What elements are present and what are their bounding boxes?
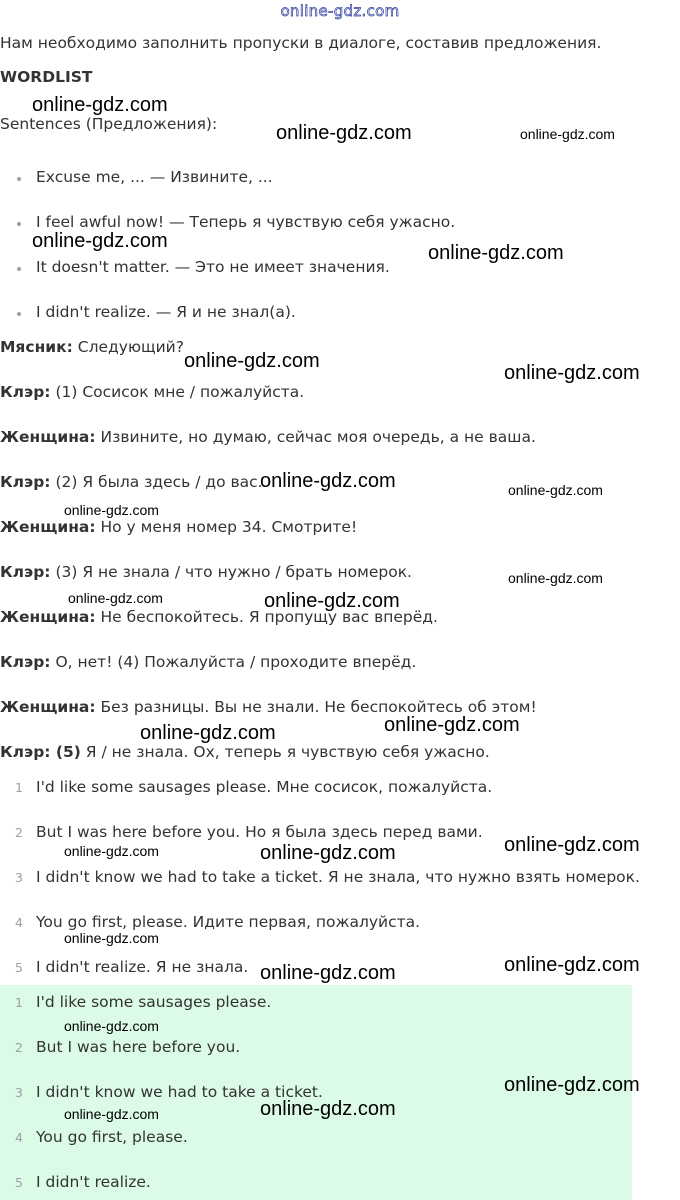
wordlist-item: Excuse me, ... — Извините, ... (0, 168, 660, 194)
watermark: online-gdz.com (504, 834, 640, 856)
answer-item: 1 I'd like some sausages please. (15, 993, 272, 1011)
line-text: (3) Я не знала / что нужно / брать номерок. (50, 563, 412, 581)
intro-text: Нам необходимо заполнить пропуски в диалоге, составив предложения. (0, 34, 602, 52)
watermark: online-gdz.com (384, 714, 520, 736)
item-number: 4 (15, 1130, 23, 1145)
item-number: 3 (15, 870, 23, 885)
speaker: Клэр: (0, 473, 51, 491)
item-number: 5 (15, 960, 23, 975)
speaker: Женщина: (0, 608, 96, 626)
watermark: online-gdz.com (428, 242, 564, 264)
dialogue-line (0, 518, 357, 536)
watermark: online-gdz.com (504, 954, 640, 976)
speaker: Клэр: (5) (0, 743, 81, 761)
bullet-icon (17, 222, 21, 226)
bullet-icon (17, 177, 21, 181)
watermark: online-gdz.com (504, 362, 640, 384)
watermark: online-gdz.com (260, 470, 396, 492)
dialogue-line (0, 743, 490, 761)
watermark: online-gdz.com (504, 1074, 640, 1096)
wordlist-item: It doesn't matter. — Это не имеет значения. (0, 258, 660, 284)
list-item: 5 I didn't realize. Я не знала. (15, 958, 249, 976)
speaker: Клэр: (0, 653, 51, 671)
watermark: online-gdz.com (32, 94, 168, 116)
watermark: online-gdz.com (260, 1098, 396, 1120)
watermark: online-gdz.com (68, 590, 163, 606)
answer-item: 4 You go first, please. (15, 1128, 188, 1146)
item-number: 2 (15, 1040, 23, 1055)
speaker: Мясник: (0, 338, 73, 356)
item-number: 2 (15, 825, 23, 840)
line-text: О, нет! (4) Пожалуйста / проходите вперёд. (50, 653, 417, 671)
watermark: online-gdz.com (184, 350, 320, 372)
list-item: 1 I'd like some sausages please. Мне сосисок, пожалуйста. (15, 778, 493, 796)
item-number: 4 (15, 915, 23, 930)
wordlist-title: WORDLIST (0, 68, 93, 86)
watermark: online-gdz.com (276, 122, 412, 144)
wordlist-item: I didn't realize. — Я и не знал(а). (0, 303, 660, 329)
list-item: 3 I didn't know we had to take a ticket. Я не знала, что нужно взять номерок. (15, 868, 640, 886)
watermark: online-gdz.com (508, 570, 603, 586)
wordlist-item: I feel awful now! — Теперь я чувствую себя ужасно. (0, 213, 660, 239)
watermark: online-gdz.com (508, 482, 603, 498)
speaker: Женщина: (0, 518, 96, 536)
answer-item: 5 I didn't realize. (15, 1173, 151, 1191)
watermark: online-gdz.com (64, 1106, 159, 1122)
line-text: Извините, но думаю, сейчас моя очередь, а не ваша. (95, 428, 536, 446)
line-text: Но у меня номер 34. Смотрите! (95, 518, 358, 536)
watermark: online-gdz.com (140, 722, 276, 744)
item-number: 1 (15, 780, 23, 795)
item-number: 5 (15, 1175, 23, 1190)
watermark: online-gdz.com (264, 590, 400, 612)
watermark: online-gdz.com (32, 230, 168, 252)
list-item: 4 You go first, please. Идите первая, пожалуйста. (15, 913, 421, 931)
item-number: 1 (15, 995, 23, 1010)
watermark: online-gdz.com (260, 842, 396, 864)
answer-item: 2 But I was here before you. (15, 1038, 241, 1056)
dialogue-line (0, 653, 416, 671)
bullet-icon (17, 312, 21, 316)
line-text: (1) Сосисок мне / пожалуйста. (50, 383, 305, 401)
item-number: 3 (15, 1085, 23, 1100)
speaker: Клэр: (0, 383, 51, 401)
line-text: Без разницы. Вы не знали. Не беспокойтесь об этом! (95, 698, 537, 716)
watermark: online-gdz.com (260, 962, 396, 984)
line-text: Не беспокойтесь. Я пропущу вас вперёд. (95, 608, 438, 626)
list-item: 2 But I was here before you. Но я была здесь перед вами. (15, 823, 483, 841)
dialogue-line (0, 563, 412, 581)
sentences-label: Sentences (Предложения): (0, 115, 218, 133)
speaker: Женщина: (0, 428, 96, 446)
dialogue-line (0, 383, 304, 401)
dialogue-line (0, 428, 536, 446)
speaker: Женщина: (0, 698, 96, 716)
watermark: online-gdz.com (64, 1018, 159, 1034)
dialogue-line (0, 338, 184, 356)
line-text: Я / не знала. Ох, теперь я чувствую себя ужасно. (80, 743, 490, 761)
watermark: online-gdz.com (520, 126, 615, 142)
watermark: online-gdz.com (64, 930, 159, 946)
watermark: online-gdz.com (64, 502, 159, 518)
bullet-icon (17, 267, 21, 271)
header-watermark: online-gdz.com (280, 2, 400, 20)
dialogue-line (0, 473, 263, 491)
watermark: online-gdz.com (64, 843, 159, 859)
answer-item: 3 I didn't know we had to take a ticket. (15, 1083, 323, 1101)
speaker: Клэр: (0, 563, 51, 581)
line-text: (2) Я была здесь / до вас. (50, 473, 263, 491)
line-text: Следующий? (72, 338, 184, 356)
